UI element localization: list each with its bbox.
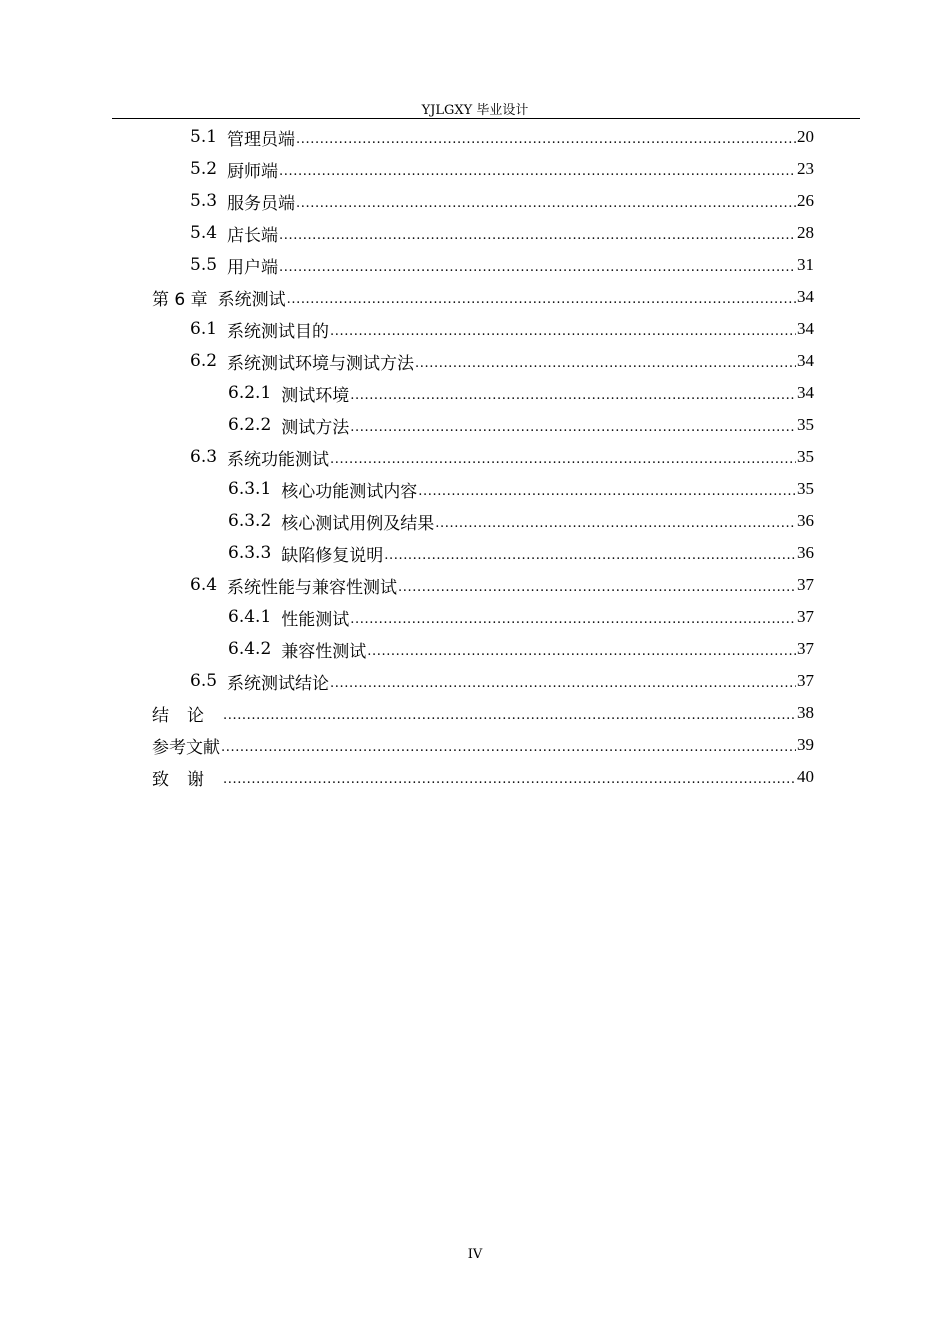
toc-entry-page: 34 — [797, 319, 814, 338]
toc-entry-number: 6.1 — [190, 319, 218, 339]
toc-entry-page: 35 — [797, 447, 814, 466]
toc-entry[interactable] — [152, 601, 814, 633]
toc-leader-dots — [279, 229, 796, 243]
toc-entry-number: 5.2 — [190, 159, 218, 179]
page-number: IV — [467, 1247, 483, 1262]
toc-entry-number: 6.4 — [190, 575, 218, 595]
toc-entry-number: 5.4 — [190, 223, 218, 243]
toc-entry-title: 服务员端 — [227, 193, 296, 214]
toc-entry-title: 系统测试目的 — [227, 321, 330, 342]
toc-entry-number: 5.1 — [190, 127, 218, 147]
toc-entry-title: 测试方法 — [281, 417, 350, 438]
toc-entry[interactable] — [152, 249, 814, 281]
toc-entry-title: 系统性能与兼容性测试 — [227, 577, 398, 598]
toc-leader-dots — [223, 709, 796, 723]
toc-leader-dots — [435, 517, 796, 531]
toc-entry-page: 36 — [797, 511, 814, 530]
toc-entry-page: 40 — [797, 767, 814, 786]
toc-entry[interactable] — [152, 569, 814, 601]
toc-entry-number: 6.4.1 — [228, 607, 272, 627]
toc-entry-number: 6.2 — [190, 351, 218, 371]
toc-leader-dots — [350, 389, 796, 403]
toc-entry[interactable] — [152, 729, 814, 761]
toc-entry-title: 管理员端 — [227, 129, 296, 150]
toc-entry-page: 23 — [797, 159, 814, 178]
toc-entry-number: 6.4.2 — [228, 639, 272, 659]
toc-entry-title: 兼容性测试 — [281, 641, 367, 662]
toc-entry-title: 系统测试 — [217, 289, 286, 310]
toc-entry-title: 系统功能测试 — [227, 449, 330, 470]
toc-entry-number: 6.3.3 — [228, 543, 272, 563]
toc-entry-number: 6.2.1 — [228, 383, 272, 403]
toc-leader-dots — [384, 549, 796, 563]
toc-leader-dots — [296, 197, 796, 211]
toc-leader-dots — [398, 581, 796, 595]
toc-entry-title: 参考文献 — [152, 737, 220, 758]
toc-entry-title: 店长端 — [227, 225, 279, 246]
toc-entry-page: 26 — [797, 191, 814, 210]
toc-entry[interactable] — [152, 217, 814, 249]
toc-leader-dots — [330, 325, 796, 339]
toc-entry-title: 结论 — [152, 705, 222, 726]
toc-entry[interactable] — [152, 185, 814, 217]
toc-entry-title: 致谢 — [152, 769, 222, 790]
toc-leader-dots — [279, 261, 796, 275]
toc-entry[interactable] — [152, 665, 814, 697]
toc-entry-title: 厨师端 — [227, 161, 279, 182]
toc-entry[interactable] — [152, 313, 814, 345]
toc-entry-page: 34 — [797, 383, 814, 402]
toc-entry-title: 系统测试环境与测试方法 — [227, 353, 415, 374]
toc-entry-page: 37 — [797, 639, 814, 658]
toc-entry-page: 37 — [797, 575, 814, 594]
toc-entry[interactable] — [152, 537, 814, 569]
toc-entry-title: 核心测试用例及结果 — [281, 513, 435, 534]
toc-entry-title: 核心功能测试内容 — [281, 481, 418, 502]
toc-entry[interactable] — [152, 633, 814, 665]
toc-entry[interactable] — [152, 377, 814, 409]
toc-entry[interactable] — [152, 153, 814, 185]
header-rule — [112, 118, 860, 119]
toc-entry[interactable] — [152, 345, 814, 377]
toc-entry[interactable] — [152, 281, 814, 313]
toc-leader-dots — [418, 485, 796, 499]
toc-entry-title: 测试环境 — [281, 385, 350, 406]
toc-entry[interactable] — [152, 473, 814, 505]
toc-entry-page: 37 — [797, 607, 814, 626]
toc-entry-page: 31 — [797, 255, 814, 274]
toc-entry-page: 39 — [797, 735, 814, 754]
toc-entry-number: 6.5 — [190, 671, 218, 691]
toc-leader-dots — [296, 133, 796, 147]
toc-entry-page: 34 — [797, 287, 814, 306]
toc-entry-page: 37 — [797, 671, 814, 690]
toc-leader-dots — [287, 293, 796, 307]
toc-leader-dots — [330, 677, 796, 691]
toc-entry[interactable] — [152, 505, 814, 537]
toc-entry[interactable] — [152, 697, 814, 729]
table-of-contents — [152, 121, 814, 793]
toc-entry-title: 缺陷修复说明 — [281, 545, 384, 566]
toc-leader-dots — [221, 741, 796, 755]
toc-entry-title: 性能测试 — [281, 609, 350, 630]
toc-entry-page: 35 — [797, 415, 814, 434]
toc-entry-page: 36 — [797, 543, 814, 562]
toc-entry[interactable] — [152, 121, 814, 153]
toc-leader-dots — [223, 773, 796, 787]
toc-leader-dots — [415, 357, 796, 371]
toc-entry-page: 28 — [797, 223, 814, 242]
toc-entry-number: 6.3 — [190, 447, 218, 467]
toc-leader-dots — [350, 421, 796, 435]
toc-entry-number: 6.3.1 — [228, 479, 272, 499]
toc-entry[interactable] — [152, 761, 814, 793]
toc-entry-number: 5.5 — [190, 255, 218, 275]
toc-entry-number: 5.3 — [190, 191, 218, 211]
toc-entry-page: 35 — [797, 479, 814, 498]
toc-entry[interactable] — [152, 441, 814, 473]
toc-entry-page: 38 — [797, 703, 814, 722]
header-title: YJLGXY 毕业设计 — [421, 103, 529, 118]
toc-entry-number: 第 6 章 — [152, 289, 208, 310]
toc-entry-page: 20 — [797, 127, 814, 146]
toc-entry-title: 系统测试结论 — [227, 673, 330, 694]
toc-entry-page: 34 — [797, 351, 814, 370]
toc-leader-dots — [330, 453, 796, 467]
toc-entry[interactable] — [152, 409, 814, 441]
toc-leader-dots — [367, 645, 796, 659]
toc-entry-number: 6.2.2 — [228, 415, 272, 435]
toc-leader-dots — [350, 613, 796, 627]
toc-leader-dots — [279, 165, 796, 179]
toc-entry-number: 6.3.2 — [228, 511, 272, 531]
toc-entry-title: 用户端 — [227, 257, 279, 278]
